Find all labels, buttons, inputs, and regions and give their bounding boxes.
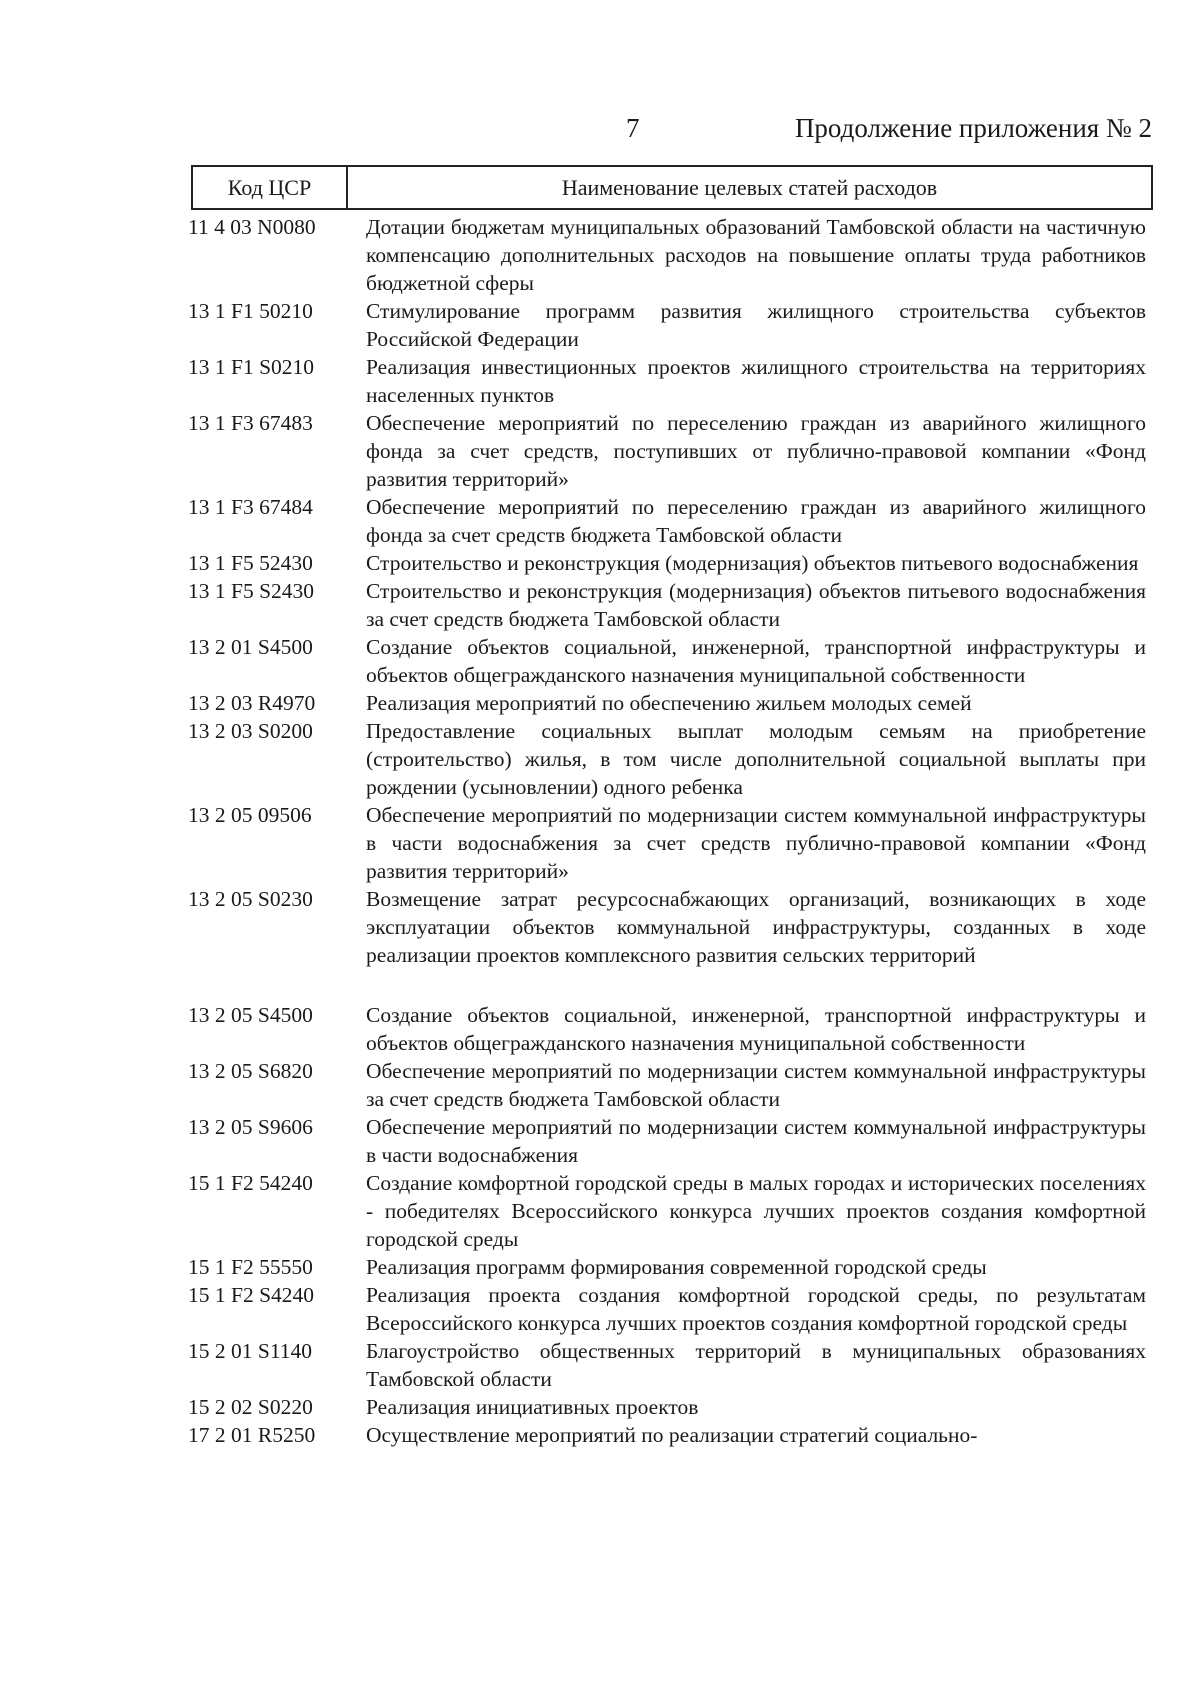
table-row [188,633,1148,689]
row-name: Благоустройство общественных территорий в муниципальных образованиях Тамбовской области [366,1339,1146,1391]
row-code: 15 1 F2 S4240 [188,1283,315,1307]
row-name: Стимулирование программ развития жилищного строительства субъектов Российской Федерации [366,299,1146,351]
table-row [188,577,1148,633]
table-row [188,689,1148,717]
row-code: 15 1 F2 55550 [188,1255,313,1279]
row-name: Возмещение затрат ресурсоснабжающих организаций, возникающих в ходе эксплуатации объектов коммунальной инфраструктуры, созданных в ходе реализации проектов комплексного развития сельских территорий [366,887,1146,967]
row-name: Строительство и реконструкция (модернизация) объектов питьевого водоснабжения за счет средств бюджета Тамбовской области [366,579,1146,631]
row-code: 13 2 05 S4500 [188,1003,313,1027]
row-code: 13 2 05 09506 [188,803,312,827]
table-row [188,1281,1148,1337]
row-code: 13 1 F1 50210 [188,299,313,323]
row-code: 15 2 02 S0220 [188,1395,313,1419]
row-code: 13 1 F5 52430 [188,551,313,575]
row-name: Реализация программ формирования современной городской среды [366,1255,987,1279]
table-row [188,801,1148,885]
row-name: Реализация проекта создания комфортной городской среды, по результатам Всероссийского конкурса лучших проектов создания комфортной городской среды [366,1283,1146,1335]
row-name: Обеспечение мероприятий по модернизации систем коммунальной инфраструктуры в части водоснабжения [366,1115,1146,1167]
row-name: Создание объектов социальной, инженерной, транспортной инфраструктуры и объектов общегражданского назначения муниципальной собственности [366,1003,1146,1055]
page-number: 7 [626,113,640,143]
table-row [188,1001,1148,1057]
table-row [188,493,1148,549]
row-code: 13 2 01 S4500 [188,635,313,659]
column-header-code: Код ЦСР [193,167,348,208]
row-name: Обеспечение мероприятий по переселению граждан из аварийного жилищного фонда за счет средств бюджета Тамбовской области [366,495,1146,547]
row-name: Предоставление социальных выплат молодым семьям на приобретение (строительство) жилья, в том числе дополнительной социальной выплаты при рождении (усыновлении) одного ребенка [366,719,1146,799]
table-row [188,885,1148,969]
row-name: Обеспечение мероприятий по модернизации систем коммунальной инфраструктуры в части водоснабжения за счет средств публично-правовой компании «Фонд развития территорий» [366,803,1146,883]
row-code: 17 2 01 R5250 [188,1423,316,1447]
table-row [188,297,1148,353]
row-code: 13 2 05 S6820 [188,1059,313,1083]
row-code: 13 2 05 S9606 [188,1115,313,1139]
row-name: Дотации бюджетам муниципальных образований Тамбовской области на частичную компенсацию дополнительных расходов на повышение оплаты труда работников бюджетной сферы [366,215,1146,295]
column-header-name: Наименование целевых статей расходов [561,174,938,200]
table-row [188,1337,1148,1393]
row-name: Создание объектов социальной, инженерной, транспортной инфраструктуры и объектов общегражданского назначения муниципальной собственности [366,635,1146,687]
row-code: 13 2 05 S0230 [188,887,313,911]
table-row [188,1057,1148,1113]
table-row [188,1253,1148,1281]
table-row [188,409,1148,493]
row-code: 13 2 03 S0200 [188,719,313,743]
row-code: 15 1 F2 54240 [188,1171,313,1195]
row-name: Создание комфортной городской среды в малых городах и исторических поселениях - победителях Всероссийского конкурса лучших проектов создания комфортной городской среды [366,1171,1146,1251]
table-row [188,1393,1148,1421]
table-header [191,165,1153,210]
table-row [188,717,1148,801]
row-code: 13 1 F1 S0210 [188,355,315,379]
row-name: Реализация инициативных проектов [366,1395,699,1419]
row-name: Реализация мероприятий по обеспечению жильем молодых семей [366,691,972,715]
row-name: Осуществление мероприятий по реализации стратегий социально- [366,1423,978,1447]
row-code: 13 1 F3 67484 [188,495,313,519]
row-code: 15 2 01 S1140 [188,1339,313,1363]
row-name: Реализация инвестиционных проектов жилищного строительства на территориях населенных пунктов [366,355,1146,407]
table-row [188,353,1148,409]
continuation-title: Продолжение приложения № 2 [794,113,1152,143]
row-spacer [188,969,1148,1001]
table-row [188,549,1148,577]
row-code: 11 4 03 N0080 [188,215,316,239]
row-name: Обеспечение мероприятий по переселению граждан из аварийного жилищного фонда за счет средств, поступивших от публично-правовой компании «Фонд развития территорий» [366,411,1146,491]
row-name: Строительство и реконструкция (модернизация) объектов питьевого водоснабжения [366,551,1139,575]
row-code: 13 1 F5 S2430 [188,579,315,603]
row-name: Обеспечение мероприятий по модернизации систем коммунальной инфраструктуры за счет средств бюджета Тамбовской области [366,1059,1146,1111]
table-row [188,1421,1148,1449]
table-row [188,1113,1148,1169]
table-body [188,213,1148,1449]
table-row [188,213,1148,297]
table-row [188,1169,1148,1253]
row-code: 13 2 03 R4970 [188,691,316,715]
row-code: 13 1 F3 67483 [188,411,313,435]
